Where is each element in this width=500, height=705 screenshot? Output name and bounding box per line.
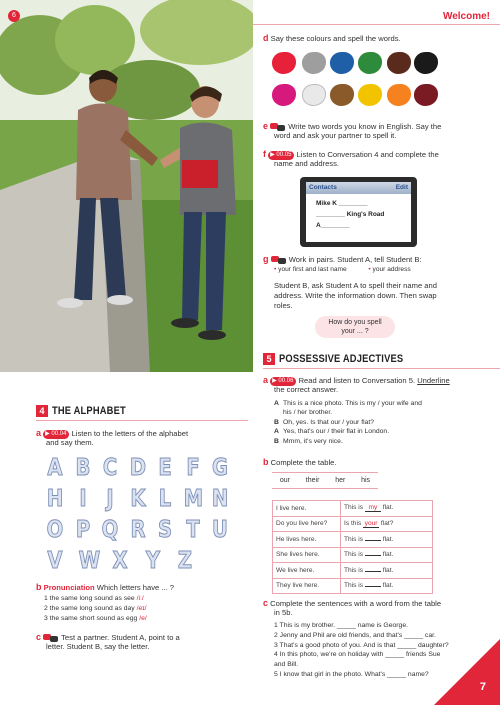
table-row [273, 532, 433, 548]
exercise-instruction-line2: word and ask your partner to spell it. [274, 131, 397, 140]
list-item: 2 Jenny and Phil are old friends, and that's _____ car. [274, 631, 436, 639]
alphabet-letter[interactable]: X [112, 548, 128, 574]
table-cell: He lives here. [273, 532, 341, 548]
alphabet-letter[interactable]: D [129, 455, 146, 481]
exercise-instruction-line2: in 5b. [274, 608, 293, 617]
pairwork-icon [271, 256, 287, 265]
conversation-line: his / her brother. [283, 409, 333, 417]
conversation-line: B Oh, yes. Is that our / your flat? [274, 418, 375, 426]
table-cell: Do you live here? [273, 516, 341, 532]
audio-track-number: 00.05 [276, 151, 292, 158]
section-number: 4 [36, 405, 48, 417]
exercise-label: e [263, 121, 269, 131]
exercise-instruction-underline: Underline [417, 376, 450, 385]
section-divider [36, 420, 248, 421]
para-line: Student B, ask Student A to spell their name and [274, 281, 437, 290]
audio-track-icon[interactable]: ▶ 00.06 [270, 377, 296, 386]
contact-city: A________ [316, 222, 350, 229]
exercise-label: g [263, 254, 269, 264]
alphabet-letter[interactable]: N [211, 486, 229, 512]
word-box-item: their [305, 477, 320, 484]
exercise-5b [263, 457, 336, 468]
table-cell: This is my flat. [341, 501, 433, 517]
colour-splodge [302, 84, 326, 106]
audio-track-number: 00.04 [51, 430, 67, 437]
answer-blank[interactable]: my [365, 504, 381, 512]
edit-label: Edit [395, 184, 408, 191]
exercise-instruction-line2: name and address. [274, 159, 340, 168]
alphabet-letter[interactable]: P [75, 517, 90, 543]
alphabet-letter[interactable]: Y [145, 548, 160, 574]
exercise-label: d [263, 33, 269, 43]
pronunciation-list [44, 594, 147, 624]
section-title: THE ALPHABET [52, 405, 126, 417]
alphabet-letter[interactable]: W [78, 548, 100, 574]
colour-splodge [330, 52, 354, 74]
table-row [273, 501, 433, 517]
exercise-instruction-line2: the correct answer. [274, 385, 339, 394]
alphabet-letter[interactable]: J [106, 486, 114, 512]
table-cell: This is flat. [341, 547, 433, 563]
exercise-label: b [263, 457, 269, 467]
phone-contacts-illustration [300, 177, 417, 247]
word-box-item: her [335, 477, 346, 484]
colour-splodge [358, 52, 382, 74]
exercise-label: a [36, 428, 42, 438]
list-item: 1 the same long sound as see /iː/ [44, 595, 144, 602]
bubble-line2: your ... ? [341, 328, 369, 335]
list-item: 3 the same short sound as egg /e/ [44, 615, 147, 622]
exercise-label: f [263, 149, 266, 159]
exercise-g-para [274, 281, 437, 311]
contacts-bar [306, 182, 411, 194]
table-cell: Is this your flat? [341, 516, 433, 532]
exercise-g [263, 254, 422, 265]
alphabet-letter[interactable]: A [47, 455, 63, 481]
alphabet-letter[interactable]: S [157, 517, 173, 543]
answer-blank[interactable] [365, 586, 381, 587]
contact-name: Mike K ________ [316, 200, 368, 207]
alphabet-letter[interactable]: Z [177, 548, 193, 574]
table-row [273, 516, 433, 532]
list-item: 5 I know that girl in the photo. What's _____ name? [274, 670, 429, 678]
alphabet-letter[interactable]: H [46, 486, 64, 512]
answer-blank[interactable] [365, 555, 381, 556]
exercise-instruction: Which letters have ... ? [96, 583, 175, 592]
section-number: 5 [263, 353, 275, 365]
exercise-instruction: Complete the table. [270, 458, 337, 467]
section-5-heading [263, 353, 425, 365]
answer-blank[interactable]: your [364, 519, 378, 527]
list-item: 2 the same long sound as day /eɪ/ [44, 605, 147, 612]
exercise-instruction-line1: Write two words you know in English. Say the [288, 122, 442, 131]
colour-splodge [330, 84, 354, 106]
exercise-label: c [263, 598, 269, 608]
alphabet-letter[interactable]: T [185, 517, 200, 543]
alphabet-letter[interactable]: C [102, 455, 118, 481]
alphabet-letter[interactable]: R [129, 517, 146, 543]
table-cell: I live here. [273, 501, 341, 517]
exercise-instruction: Read and listen to Conversation 5. [298, 376, 416, 385]
audio-track-icon[interactable]: ▶ 00.05 [268, 151, 294, 160]
header-divider [253, 24, 500, 25]
speech-bubble [315, 316, 395, 338]
bullet-list: • your first and last name • your address [274, 266, 411, 273]
exercise-instruction: Say these colours and spell the words. [270, 34, 401, 43]
table-cell: This is flat. [341, 578, 433, 594]
colour-splodge [387, 84, 411, 106]
audio-track-number: 00.06 [278, 377, 294, 384]
word-box-item: his [361, 477, 371, 484]
list-item: and Bill. [274, 661, 299, 669]
photo-two-students-handshake [0, 0, 253, 372]
colour-splodge [272, 52, 296, 74]
pronunciation-heading: Pronunciation [43, 583, 95, 592]
exercise-label: c [36, 632, 42, 642]
colour-splodge [358, 84, 382, 106]
contact-street: ________ King's Road [316, 211, 385, 218]
page-corner-triangle [434, 639, 500, 705]
answer-blank[interactable] [365, 540, 381, 541]
page-number-top: 6 [8, 10, 20, 22]
alphabet-letter[interactable]: U [212, 517, 228, 543]
alphabet-letter[interactable]: Q [101, 517, 119, 543]
alphabet-letter[interactable]: G [211, 455, 229, 481]
bubble-line1: How do you spell [328, 319, 382, 326]
sentence-list [274, 621, 449, 680]
alphabet-letter[interactable]: O [46, 517, 64, 543]
word-box-item: our [279, 477, 291, 484]
exercise-instruction-line2: and say them. [46, 438, 94, 447]
alphabet-letter[interactable]: V [47, 548, 63, 574]
bullet-item: your first and last name [278, 266, 347, 273]
alphabet-letter[interactable]: L [158, 486, 172, 512]
colour-splodge [387, 52, 411, 74]
exercise-instruction: Complete the sentences with a word from the table [270, 599, 442, 608]
conversation-line: A Yes, that's our / their flat in London. [274, 428, 390, 436]
possessive-table [272, 500, 433, 594]
table-row [273, 547, 433, 563]
colour-splodge [302, 52, 326, 74]
exercise-instruction: Test a partner. Student A, point to a [61, 633, 180, 642]
exercise-d [263, 33, 401, 44]
para-line: address. Write the information down. Then swap [274, 291, 437, 300]
alphabet-letter[interactable]: I [78, 486, 87, 512]
alphabet-letter[interactable]: M [183, 486, 203, 512]
section-divider [263, 368, 500, 369]
page-number: 7 [479, 681, 486, 693]
conversation [274, 399, 422, 446]
word-box [272, 472, 378, 489]
exercise-instruction-line1: Listen to Conversation 4 and complete the [296, 150, 439, 159]
exercise-label: b [36, 582, 42, 592]
list-item: 1 This is my brother. _____ name is George. [274, 622, 408, 629]
exercise-instruction-line2: letter. Student B, say the letter. [46, 642, 150, 651]
table-cell: This is flat. [341, 532, 433, 548]
table-row [273, 563, 433, 579]
contacts-title: Contacts [309, 184, 337, 191]
table-cell: This is flat. [341, 563, 433, 579]
bullet-item: your address [372, 266, 411, 273]
section-4-heading [36, 405, 139, 417]
exercise-label: a [263, 375, 269, 385]
list-item: 3 That's a good photo of you. And is that _____ daughter? [274, 641, 449, 649]
list-item: 4 In this photo, we're on holiday with _____ friends Sue [274, 651, 441, 659]
conversation-line: B Mmm, it's very nice. [274, 437, 343, 445]
exercise-instruction: Work in pairs. Student A, tell Student B: [288, 255, 422, 264]
exercise-4b [36, 582, 174, 593]
section-title: POSSESSIVE ADJECTIVES [279, 353, 404, 365]
unit-title: Welcome! [442, 11, 490, 22]
table-cell: She lives here. [273, 547, 341, 563]
colour-splodge [414, 84, 438, 106]
colour-splodge [414, 52, 438, 74]
table-row [273, 578, 433, 594]
table-cell: They live here. [273, 578, 341, 594]
answer-blank[interactable] [365, 571, 381, 572]
table-cell: We live here. [273, 563, 341, 579]
audio-track-icon[interactable]: ▶ 00.04 [43, 430, 69, 439]
alphabet-letter[interactable]: F [185, 455, 200, 481]
colour-splodge [272, 84, 296, 106]
exercise-instruction: Listen to the letters of the alphabet [71, 429, 189, 438]
alphabet-letter[interactable]: E [158, 455, 172, 481]
alphabet-letter[interactable]: K [129, 486, 146, 512]
para-line: roles. [274, 301, 293, 310]
phone-screen [306, 182, 411, 242]
conversation-line: A This is a nice photo. This is my / your wife and [274, 400, 422, 407]
alphabet-letter[interactable]: B [75, 455, 90, 481]
